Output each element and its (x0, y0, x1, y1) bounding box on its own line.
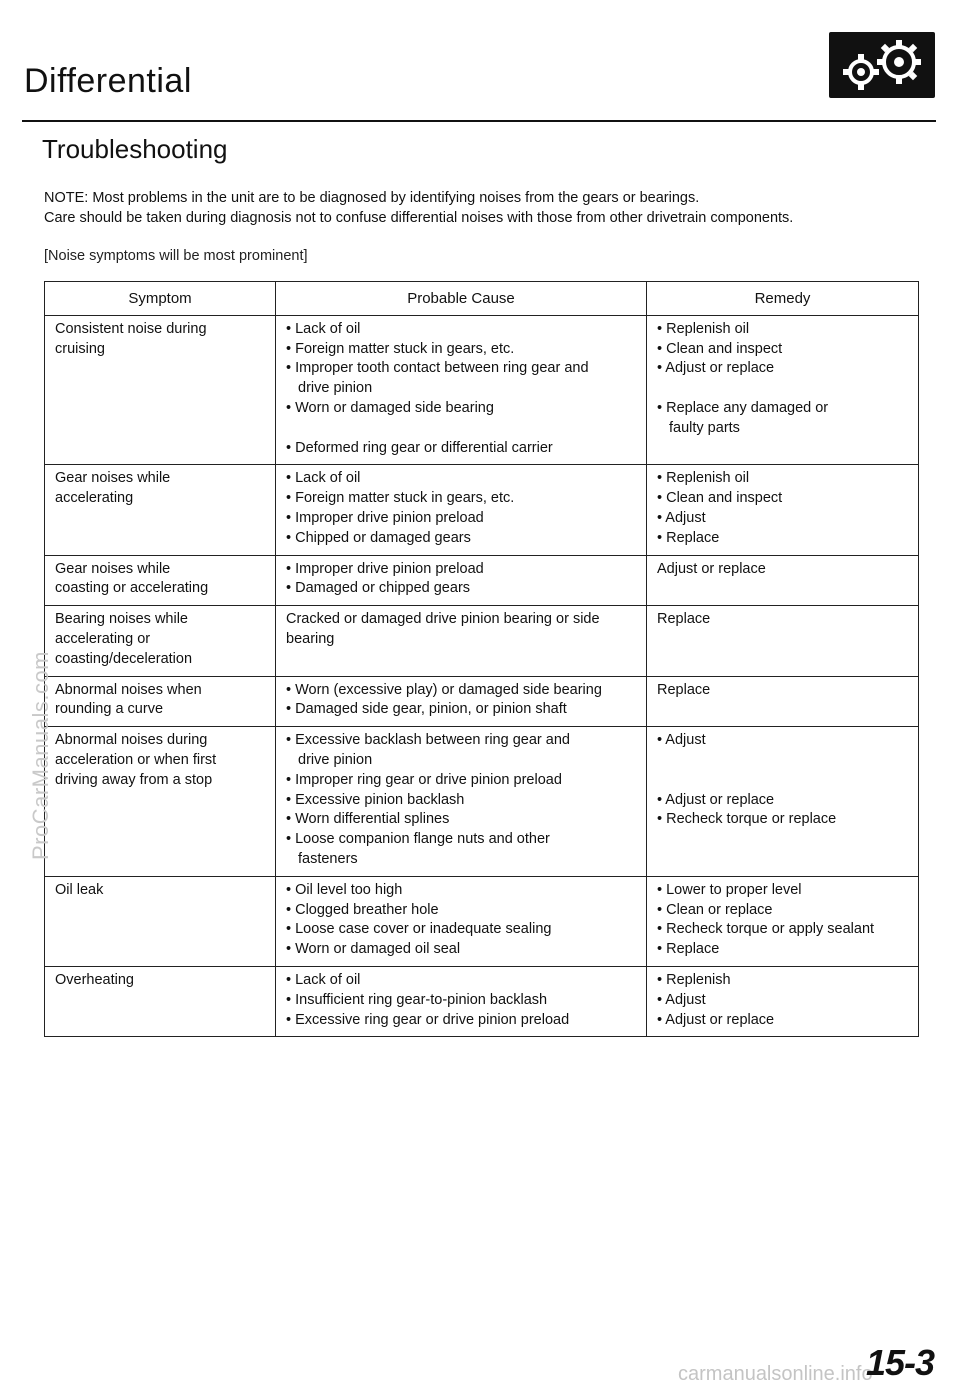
title-rule (22, 120, 936, 122)
remedy-line: Replace (657, 681, 711, 698)
remedy-cell (647, 966, 919, 1036)
remedy-line: • Clean and inspect (657, 340, 783, 357)
symptom-line: coasting or accelerating (55, 580, 209, 597)
table-row (45, 966, 919, 1036)
cause-line: • Deformed ring gear or differential carrier (286, 439, 553, 456)
symptom-line: driving away from a stop (55, 771, 213, 788)
cause-line: • Excessive backlash between ring gear and (286, 732, 570, 749)
remedy-line: • Replenish (657, 971, 731, 988)
remedy-line: Adjust or replace (657, 560, 766, 577)
remedy-cell (647, 876, 919, 966)
remedy-line: • Lower to proper level (657, 881, 802, 898)
cause-line: • Worn (excessive play) or damaged side bearing (286, 681, 602, 698)
remedy-cell (647, 555, 919, 606)
cause-line: • Chipped or damaged gears (286, 529, 471, 546)
cause-line: • Excessive pinion backlash (286, 791, 465, 808)
cause-line: • Clogged breather hole (286, 901, 439, 918)
symptom-line: rounding a curve (55, 701, 164, 718)
cause-line: • Lack of oil (286, 470, 361, 487)
header-symptom: Symptom (45, 282, 276, 316)
symptom-cell (45, 555, 276, 606)
table-row (45, 727, 919, 877)
remedy-line: • Adjust (657, 991, 706, 1008)
remedy-line: • Recheck torque or apply sealant (657, 921, 875, 938)
symptom-line: Gear noises while (55, 470, 171, 487)
remedy-line: • Adjust (657, 732, 706, 749)
gear-icon (829, 32, 935, 98)
symptom-line: Consistent noise during (55, 320, 207, 337)
symptom-line: cruising (55, 340, 105, 357)
remedy-spacer (657, 379, 910, 399)
symptom-cell (45, 315, 276, 465)
symptom-line: Abnormal noises during (55, 732, 208, 749)
cause-line: bearing (286, 630, 335, 647)
cause-cell (276, 727, 647, 877)
cause-line: • Damaged or chipped gears (286, 580, 471, 597)
remedy-line: • Adjust or replace (657, 791, 775, 808)
remedy-line: • Adjust or replace (657, 1011, 775, 1028)
cause-cell (276, 676, 647, 727)
cause-line: Cracked or damaged drive pinion bearing or side (286, 611, 600, 628)
remedy-cell (647, 727, 919, 877)
cause-line: fasteners (298, 850, 358, 867)
table-row (45, 606, 919, 676)
cause-line: • Worn or damaged side bearing (286, 399, 494, 416)
cause-spacer (286, 419, 638, 439)
remedy-cell (647, 315, 919, 465)
table-row (45, 555, 919, 606)
symptom-line: accelerating or (55, 630, 151, 647)
remedy-line: • Replace (657, 529, 720, 546)
note (44, 188, 924, 228)
cause-cell (276, 315, 647, 465)
cause-line: • Lack of oil (286, 971, 361, 988)
cause-line: • Loose case cover or inadequate sealing (286, 921, 552, 938)
symptom-cell (45, 606, 276, 676)
symptom-line: Abnormal noises when (55, 681, 202, 698)
remedy-line: • Adjust (657, 509, 706, 526)
cause-cell (276, 465, 647, 555)
troubleshooting-table (44, 281, 919, 1037)
cause-line: • Worn or damaged oil seal (286, 941, 461, 958)
cause-line: • Improper drive pinion preload (286, 560, 484, 577)
table-body (45, 315, 919, 1037)
cause-line: • Foreign matter stuck in gears, etc. (286, 340, 515, 357)
table-row (45, 465, 919, 555)
table-row (45, 676, 919, 727)
remedy-spacer (657, 751, 910, 771)
symptom-line: Gear noises while (55, 560, 171, 577)
remedy-line: • Replenish oil (657, 470, 750, 487)
remedy-cell (647, 606, 919, 676)
section-title: Troubleshooting (42, 134, 228, 164)
cause-line: • Worn differential splines (286, 811, 450, 828)
remedy-spacer (657, 771, 910, 791)
remedy-line: • Replenish oil (657, 320, 750, 337)
prominent-note: [Noise symptoms will be most prominent] (44, 248, 308, 264)
remedy-line: Replace (657, 611, 711, 628)
cause-line: • Improper ring gear or drive pinion preload (286, 771, 562, 788)
cause-line: • Foreign matter stuck in gears, etc. (286, 490, 515, 507)
cause-line: • Improper drive pinion preload (286, 509, 484, 526)
remedy-line: • Clean and inspect (657, 490, 783, 507)
cause-cell (276, 555, 647, 606)
remedy-cell (647, 676, 919, 727)
cause-cell (276, 966, 647, 1036)
table-row (45, 876, 919, 966)
remedy-cell (647, 465, 919, 555)
header-probable-cause: Probable Cause (276, 282, 647, 316)
symptom-line: Bearing noises while (55, 611, 188, 628)
symptom-cell (45, 876, 276, 966)
symptom-line: acceleration or when first (55, 751, 217, 768)
symptom-line: Oil leak (55, 881, 104, 898)
remedy-line: • Replace any damaged or (657, 399, 829, 416)
remedy-line: • Recheck torque or replace (657, 811, 837, 828)
symptom-line: Overheating (55, 971, 134, 988)
cause-line: • Damaged side gear, pinion, or pinion shaft (286, 701, 567, 718)
page-number: 15-3 (866, 1342, 935, 1383)
remedy-line: • Adjust or replace (657, 360, 775, 377)
side-watermark: ProCarManuals.com (28, 650, 53, 860)
cause-line: • Insufficient ring gear-to-pinion backlash (286, 991, 548, 1008)
cause-line: • Oil level too high (286, 881, 403, 898)
remedy-line: • Replace (657, 941, 720, 958)
cause-line: • Improper tooth contact between ring gear and (286, 360, 589, 377)
symptom-line: accelerating (55, 490, 134, 507)
table-row (45, 315, 919, 465)
remedy-line: faulty parts (669, 419, 740, 436)
symptom-cell (45, 727, 276, 877)
table-header-row (45, 282, 919, 316)
cause-line: • Loose companion flange nuts and other (286, 831, 550, 848)
cause-cell (276, 876, 647, 966)
symptom-cell (45, 465, 276, 555)
note-line: NOTE: Most problems in the unit are to be diagnosed by identifying noises from the gears or bearings. (44, 190, 700, 206)
page-title: Differential (24, 62, 192, 100)
note-line: Care should be taken during diagnosis not to confuse differential noises with those from other drivetrain components. (44, 210, 794, 226)
symptom-cell (45, 966, 276, 1036)
cause-line: drive pinion (298, 751, 373, 768)
cause-cell (276, 606, 647, 676)
symptom-cell (45, 676, 276, 727)
bottom-watermark: carmanualsonline.info (678, 1363, 873, 1385)
cause-line: • Excessive ring gear or drive pinion preload (286, 1011, 570, 1028)
cause-line: drive pinion (298, 380, 373, 397)
header-remedy: Remedy (647, 282, 919, 316)
remedy-line: • Clean or replace (657, 901, 773, 918)
symptom-line: coasting/deceleration (55, 650, 193, 667)
cause-line: • Lack of oil (286, 320, 361, 337)
